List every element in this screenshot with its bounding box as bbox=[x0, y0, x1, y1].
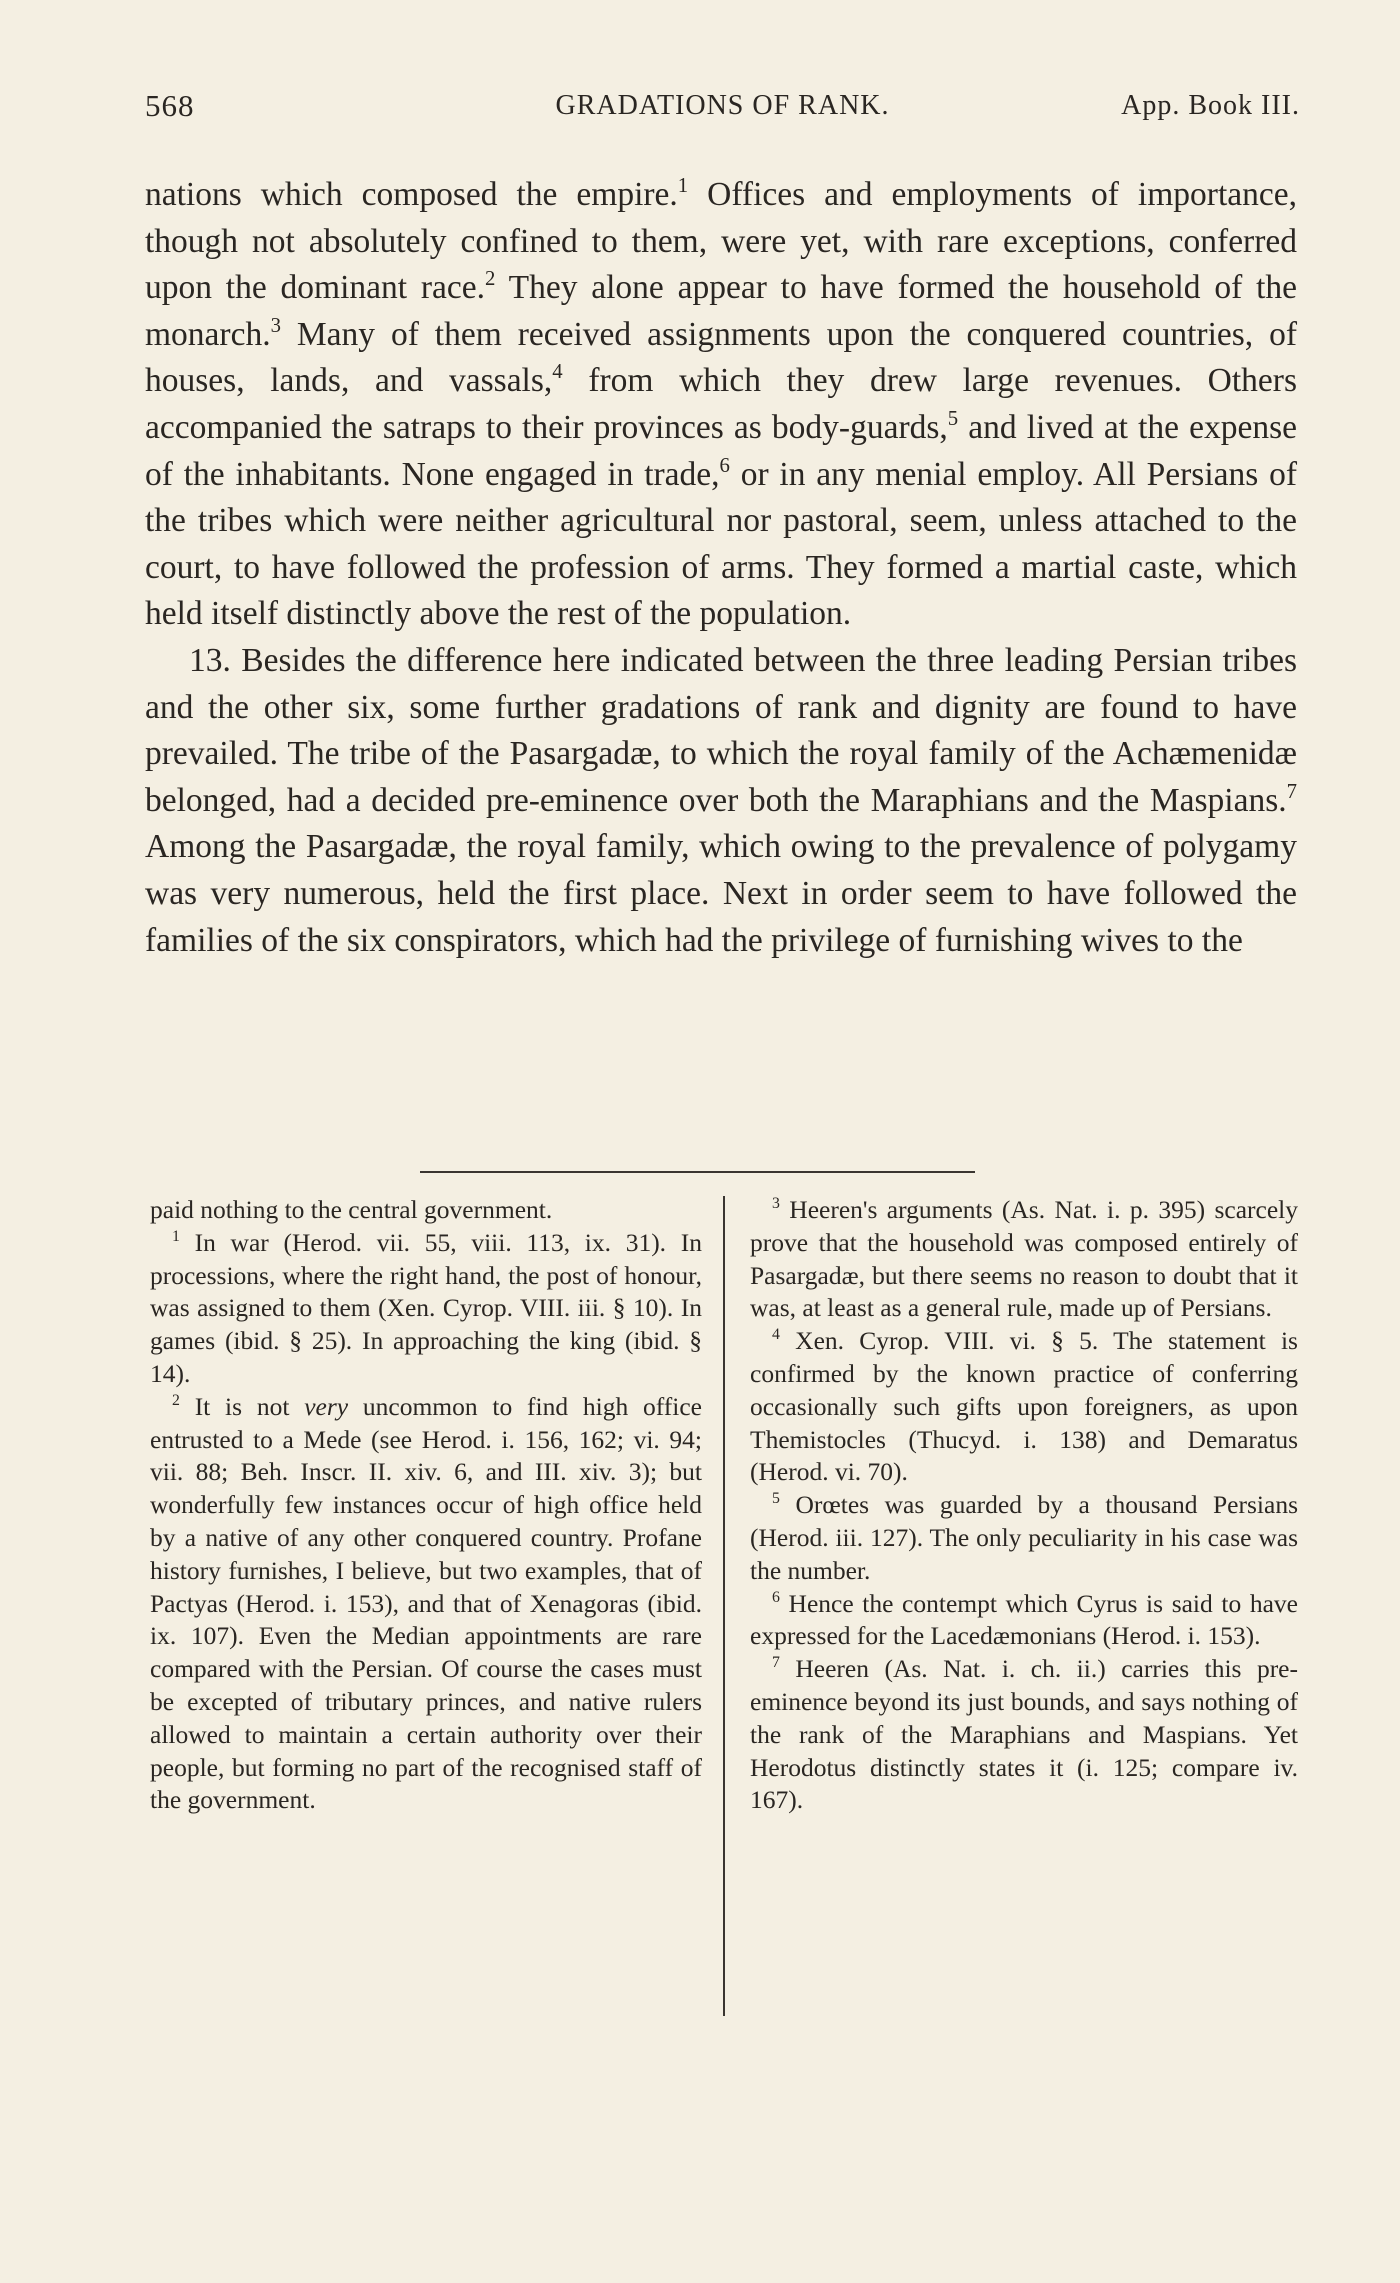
footnote-ref-2: 2 bbox=[485, 267, 496, 291]
footnote-text: In war (Herod. vii. 55, viii. 113, ix. 31). In processions, where the right hand, the post of honour, was assigned to them (Xen. Cyrop. VIII. iii. § 10). In games (ibid. § 25). In approaching the king (ibid. § 14). bbox=[150, 1227, 702, 1388]
paragraph-continued bbox=[145, 172, 1297, 638]
footnote-text: Heeren (As. Nat. i. ch. ii.) carries this pre-eminence beyond its just bounds, and says nothing of the rank of the Maraphians and Maspians. Yet Herodotus distinctly states it (i. 125; compare iv. 167). bbox=[750, 1654, 1298, 1815]
footnote-5 bbox=[750, 1489, 1298, 1587]
column-divider bbox=[723, 1196, 725, 2016]
footnote-separator bbox=[420, 1171, 975, 1173]
footnote-mark: 1 bbox=[172, 1228, 180, 1245]
footnote-2 bbox=[150, 1391, 702, 1817]
footnote-1 bbox=[150, 1227, 702, 1391]
footnote-text: It is not bbox=[179, 1391, 305, 1421]
footnote-4 bbox=[750, 1325, 1298, 1489]
footnote-mark: 3 bbox=[772, 1195, 780, 1213]
text-run: nations which composed the empire. bbox=[145, 176, 678, 213]
text-run: 13. Besides the difference here indicated between the three leading Persian tribes and the other six, some further gradations of rank and dignity are found to have prevailed. The tribe of the Pasargadæ, to which the royal family of the Achæmenidæ belonged, had a decided pre-eminence over both the Maraphians and the Maspians. bbox=[145, 641, 1297, 819]
text-run: Among the Pasargadæ, the royal family, which owing to the prevalence of polygamy was very numerous, held the first place. Next in order seem to have followed the families of the six conspirators, which had the privilege of furnishing wives to the bbox=[145, 828, 1297, 959]
footnote-text: Heeren's arguments (As. Nat. i. p. 395) scarcely prove that the household was composed entirely of Pasargadæ, but there seems no reason to doubt that it was, at least as a general rule, made up of Persians. bbox=[750, 1195, 1298, 1323]
footnote-6 bbox=[750, 1588, 1298, 1654]
text-run: from which they drew large revenues. Others accompanied the satraps to their provinces as body-guards, bbox=[145, 362, 1297, 446]
text-run: Many of them received assignments upon the conquered countries, of houses, lands, and vassals, bbox=[145, 315, 1297, 400]
page-number: 568 bbox=[145, 88, 195, 123]
running-header bbox=[145, 88, 1300, 128]
footnote-ref-1: 1 bbox=[677, 174, 689, 198]
footnote-3 bbox=[750, 1194, 1298, 1325]
footnote-mark: 7 bbox=[772, 1654, 780, 1672]
footnote-text: Orœtes was guarded by a thousand Persians (Herod. iii. 127). The only peculiarity in his case was the number. bbox=[750, 1490, 1298, 1585]
footnote-emphasis: very bbox=[304, 1391, 349, 1421]
text-run: and lived at the expense of the inhabitants. None engaged in trade, bbox=[145, 408, 1298, 493]
running-title: GRADATIONS OF RANK. bbox=[555, 90, 890, 121]
footnote-mark: 5 bbox=[772, 1490, 780, 1508]
book-reference: App. Book III. bbox=[1121, 90, 1300, 121]
footnote-ref-3: 3 bbox=[270, 313, 281, 337]
footnote-7 bbox=[750, 1653, 1298, 1817]
footnote-ref-5: 5 bbox=[947, 407, 959, 431]
main-text bbox=[145, 172, 1297, 964]
footnote-text: uncommon to find high office entrusted to a Mede (see Herod. i. 156, 162; vi. 94; vii. 88; Beh. Inscr. II. xiv. 6, and III. xiv. 3); but wonderfully few instances occur of high office held by a native of any other conquered country. Profane history furnishes, I believe, but two examples, that of Pactyas (Herod. i. 153), and that of Xenagoras (ibid. ix. 107). Even the Median appointments are rare compared with the Persian. Of course the cases must be excepted of tributary princes, and native rulers allowed to maintain a certain authority over their people, but forming no part of the recognised staff of the government. bbox=[150, 1391, 703, 1815]
footnote-text: Xen. Cyrop. VIII. vi. § 5. The statement is confirmed by the known practice of conferring occasionally such gifts upon foreigners, as upon Themistocles (Thucyd. i. 138) and Demaratus (Herod. vi. 70). bbox=[750, 1326, 1298, 1487]
text-run: or in any menial employ. All Persians of the tribes which were neither agricultural nor pastoral, seem, unless attached to the court, to have followed the profession of arms. They formed a martial caste, which held itself distinctly above the rest of the population. bbox=[145, 455, 1297, 633]
footnote-ref-7: 7 bbox=[1286, 779, 1297, 803]
footnote-mark: 4 bbox=[772, 1326, 780, 1344]
footnote-mark: 2 bbox=[172, 1391, 180, 1409]
footnote-text: Hence the contempt which Cyrus is said to have expressed for the Lacedæmonians (Herod. i. 153). bbox=[750, 1588, 1298, 1651]
text-run: Offices and employments of importance, though not absolutely confined to them, were yet, with rare exceptions, conferred upon the dominant race. bbox=[145, 176, 1297, 307]
footnote-ref-6: 6 bbox=[719, 453, 730, 477]
footnotes-left-column bbox=[150, 1194, 702, 1817]
footnote-continuation: paid nothing to the central government. bbox=[150, 1195, 553, 1224]
text-run: They alone appear to have formed the household of the monarch. bbox=[145, 269, 1298, 353]
paragraph-13 bbox=[145, 638, 1297, 964]
footnote-ref-4: 4 bbox=[552, 360, 563, 384]
footnotes-right-column bbox=[750, 1194, 1298, 1817]
footnote-mark: 6 bbox=[772, 1588, 780, 1606]
